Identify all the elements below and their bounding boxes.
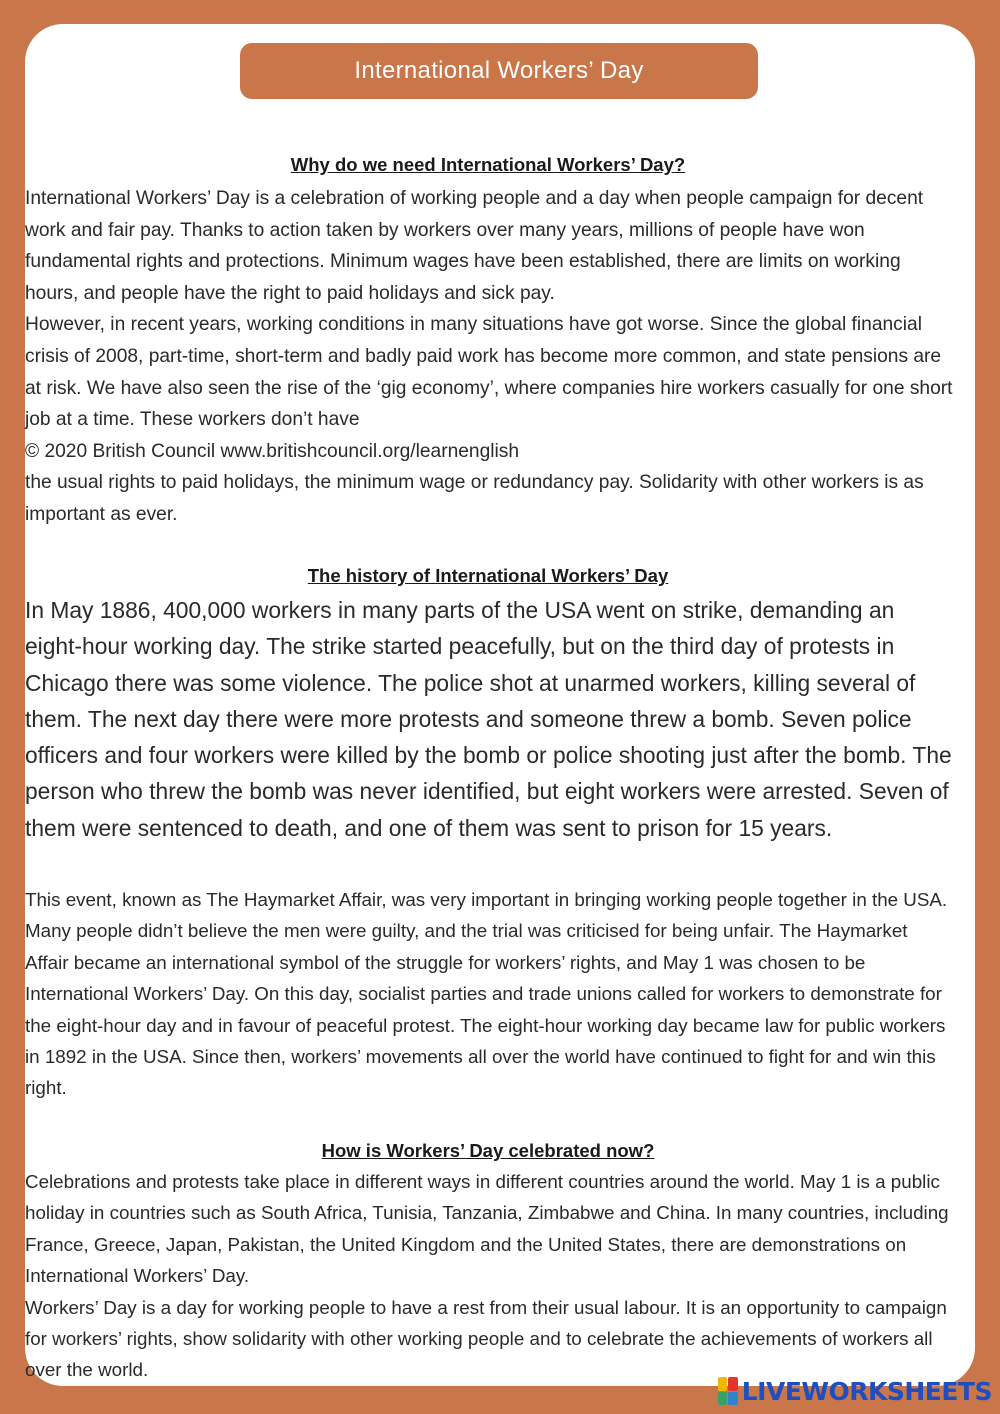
section-heading-history: The history of International Workers’ Day	[307, 565, 669, 586]
section-body-history	[25, 884, 955, 1104]
paragraph: In May 1886, 400,000 workers in many parts of the USA went on strike, demanding an eight-hour working day. The strike started peacefully, but on the third day of protests in Chicago there was some violence. The police shot at unarmed workers, killing several of them. The next day there were more protests and someone threw a bomb. Seven police officers and four workers were killed by the bomb or police shooting just after the bomb. The person who threw the bomb was never identified, but eight workers were arrested. Seven of them were sentenced to death, and one of them was sent to prison for 15 years.	[25, 597, 952, 841]
paragraph: However, in recent years, working conditions in many situations have got worse. Since the global financial crisis of 2008, part-time, short-term and badly paid work has become more common, and state pensions are at risk. We have also seen the rise of the ‘gig economy’, where companies hire workers casually for one short job at a time. These workers don’t have	[25, 314, 953, 431]
section-heading-why: Why do we need International Workers’ Day?	[290, 154, 686, 175]
section-heading-celebrated: How is Workers’ Day celebrated now?	[321, 1140, 655, 1161]
paragraph: Workers’ Day is a day for working people to have a rest from their usual labour. It is an opportunity to campaign for workers’ rights, show solidarity with other working people and to celebrate the achievements of workers all over the world.	[25, 1296, 947, 1381]
copyright-line: © 2020 British Council www.britishcouncil.org/learnenglish	[25, 440, 520, 462]
paragraph: Celebrations and protests take place in different ways in different countries around the world. May 1 is a public holiday in countries such as South Africa, Tunisia, Tanzania, Zimbabwe and China. In many countries, including France, Greece, Japan, Pakistan, the United Kingdom and the United States, there are demonstrations on International Workers’ Day.	[25, 1171, 949, 1287]
section-body-why	[25, 183, 955, 531]
liveworksheets-logo-icon	[718, 1377, 738, 1405]
paragraph: International Workers’ Day is a celebration of working people and a day when people campaign for decent work and fair pay. Thanks to action taken by workers over many years, millions of people have won fundamental rights and protections. Minimum wages have been established, there are limits on working hours, and people have the right to paid holidays and sick pay.	[25, 188, 924, 304]
paragraph: the usual rights to paid holidays, the minimum wage or redundancy pay. Solidarity with other workers is as important as ever.	[25, 472, 924, 525]
page-title: International Workers’ Day	[240, 43, 758, 99]
paragraph: This event, known as The Haymarket Affair, was very important in bringing working people together in the USA. Many people didn’t believe the men were guilty, and the trial was criticised for being unfair. The Haymarket Affair became an international symbol of the struggle for workers’ rights, and May 1 was chosen to be International Workers’ Day. On this day, socialist parties and trade unions called for workers to demonstrate for the eight-hour day and in favour of peaceful protest. The eight-hour working day became law for public workers in 1892 in the USA. Since then, workers’ movements all over the world have continued to fight for and win this right.	[25, 889, 948, 1099]
section-body-celebrated	[25, 1166, 955, 1386]
section-body-history-large	[25, 592, 955, 846]
watermark-text: LIVEWORKSHEETS	[741, 1376, 992, 1406]
liveworksheets-watermark	[718, 1374, 992, 1408]
